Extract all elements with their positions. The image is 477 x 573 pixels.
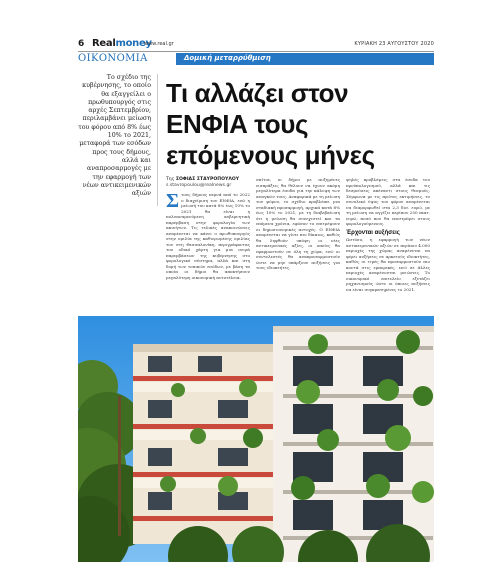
section-name: ΟΙΚΟΝΟΜΙΑ xyxy=(78,53,148,64)
author-prefix: Της xyxy=(166,177,176,182)
body-column-3-text: ψηλές προβλέψεις στα έσοδα του προϋπολογισμού, αλλά και τις δεσμεύσεις απέναντι στους θεσμούς. Σύμφωνα με τις πρώτες εκτιμήσεις, το συνολικό ύψος του φόρου αναμένεται να διαμορφωθεί στα 2,3 δισ. ευρώ, με τη μείωση να αγγίζει περίπου 250 εκατ. ευρώ, ποσό που θα επιστρέψει στους φορολογούμενους. xyxy=(346,177,430,226)
topic-tag xyxy=(176,53,434,65)
drop-cap: Σ xyxy=(166,190,180,212)
article-headline: Τι αλλάζει στον ΕΝΦΙΑ τους επόμενους μήνες xyxy=(166,78,375,170)
lead-paragraph: Το σχέδιο της κυβέρνησης, το οποίο θα εξαγγείλει ο πρωθυπουργός στις αρχές Σεπτεμβρίου, περιλαμβάνει μείωση του φόρου από 8% έως 10% το 2021, μεταφορά των εσόδων προς τους δήμους, αλλά και αναπροσαρμογές με την εφαρμογή των νέων αντικειμενικών αξιών xyxy=(78,74,151,198)
page-header xyxy=(78,38,434,52)
author-byline xyxy=(166,177,246,189)
newspaper-page xyxy=(78,38,434,562)
body-column-2-text: σπίτια, οι δήμοι με αυξημένες εισπράξεις θα θέλουν να έχουν ακόμη μεγαλύτερα έσοδα για την κάλυψη των αναγκών τους. Αναφορικά με τη μείωση του φόρου, το σχέδιο προβλέπει μια σταδιακή προσαρμογή, αρχικά κατά 8% έως 10% το 2021, με τη διαβεβαίωση ότι η μείωση θα συνεχιστεί και τα επόμενα χρόνια, εφόσον το επιτρέψουν οι δημοσιονομικές αντοχές. Ο ΕΝΦΙΑ αναμένεται να γίνει πιο δίκαιος, καθώς θα ληφθούν υπόψη οι νέες αντικειμενικές αξίες, οι οποίες θα εφαρμοστούν σε όλη τη χώρα, ενώ οι συντελεστές θα αναπροσαρμοστούν ώστε να μην υπάρξουν αυξήσεις για τους ιδιοκτήτες. xyxy=(256,177,340,270)
author-email: s.stavropoulou@realnews.gr xyxy=(166,183,232,188)
apartment-building-photo xyxy=(78,316,434,562)
photo-illustration xyxy=(78,316,434,562)
body-column-3-text-after: Ωστόσο, η εφαρμογή των νέων αντικειμενικών αξιών σε περίπου 4.000 περιοχές της χώρας αναμένεται να φέρει αυξήσεις σε αρκετούς ιδιοκτήτες, καθώς οι τιμές θα προσαρμοστούν πιο κοντά στις εμπορικές, ενώ σε άλλες περιοχές αναμένονται μειώσεις. Το οικονομικό επιτελείο εξετάζει μηχανισμούς ώστε οι όποιες αυξήσεις να είναι συγκρατημένες το 2021. xyxy=(346,237,430,292)
issue-date: ΚΥΡΙΑΚΗ 23 ΑΥΓΟΥΣΤΟΥ 2020 xyxy=(354,41,434,47)
topic-tag-label: Δομική μεταρρύθμιση xyxy=(184,54,271,62)
brand-prefix: Real xyxy=(92,38,116,49)
body-column-1-text: τους δήμους περνά από το 2022 ο διαχείριση του ΕΝΦΙΑ, ενώ η μείωσή του κατά 8% έως 10% το 2021 θα είναι η πολυαναμενόμενη κυβερνητική παρέμβαση στην φορολογία των ακινήτων. Τις τελικές ανακοινώσεις αναμένεται να κάνει ο πρωθυπουργός στην ομιλία της καθιερωμένης ομιλίας του στη Θεσσαλονίκη, περιγράφοντας τον οδικό χάρτη για μια σειρά παρεμβάσεων της κυβέρνησης στο φορολογικό σύστημα, αλλά και στη δομή των τοπικών εσόδων, με βάση τα οποία οι δήμοι θα αποκτήσουν μεγαλύτερη οικονομική αυτοτέλεια. xyxy=(166,192,250,280)
lead-divider xyxy=(157,74,158,206)
page-number: 6 xyxy=(78,39,85,49)
site-url: www.real.gr xyxy=(144,41,174,47)
author-name: ΣΟΦΙΑΣ ΣΤΑΥΡΟΠΟΥΛΟΥ xyxy=(175,177,240,182)
body-column-1 xyxy=(166,192,250,280)
header-rule xyxy=(78,51,434,52)
body-subhead: Έρχονται αυξήσεις xyxy=(346,229,400,236)
brand-suffix: money xyxy=(115,38,152,49)
body-column-2 xyxy=(256,177,340,271)
brand-logo xyxy=(92,38,152,49)
body-column-3 xyxy=(346,177,430,292)
